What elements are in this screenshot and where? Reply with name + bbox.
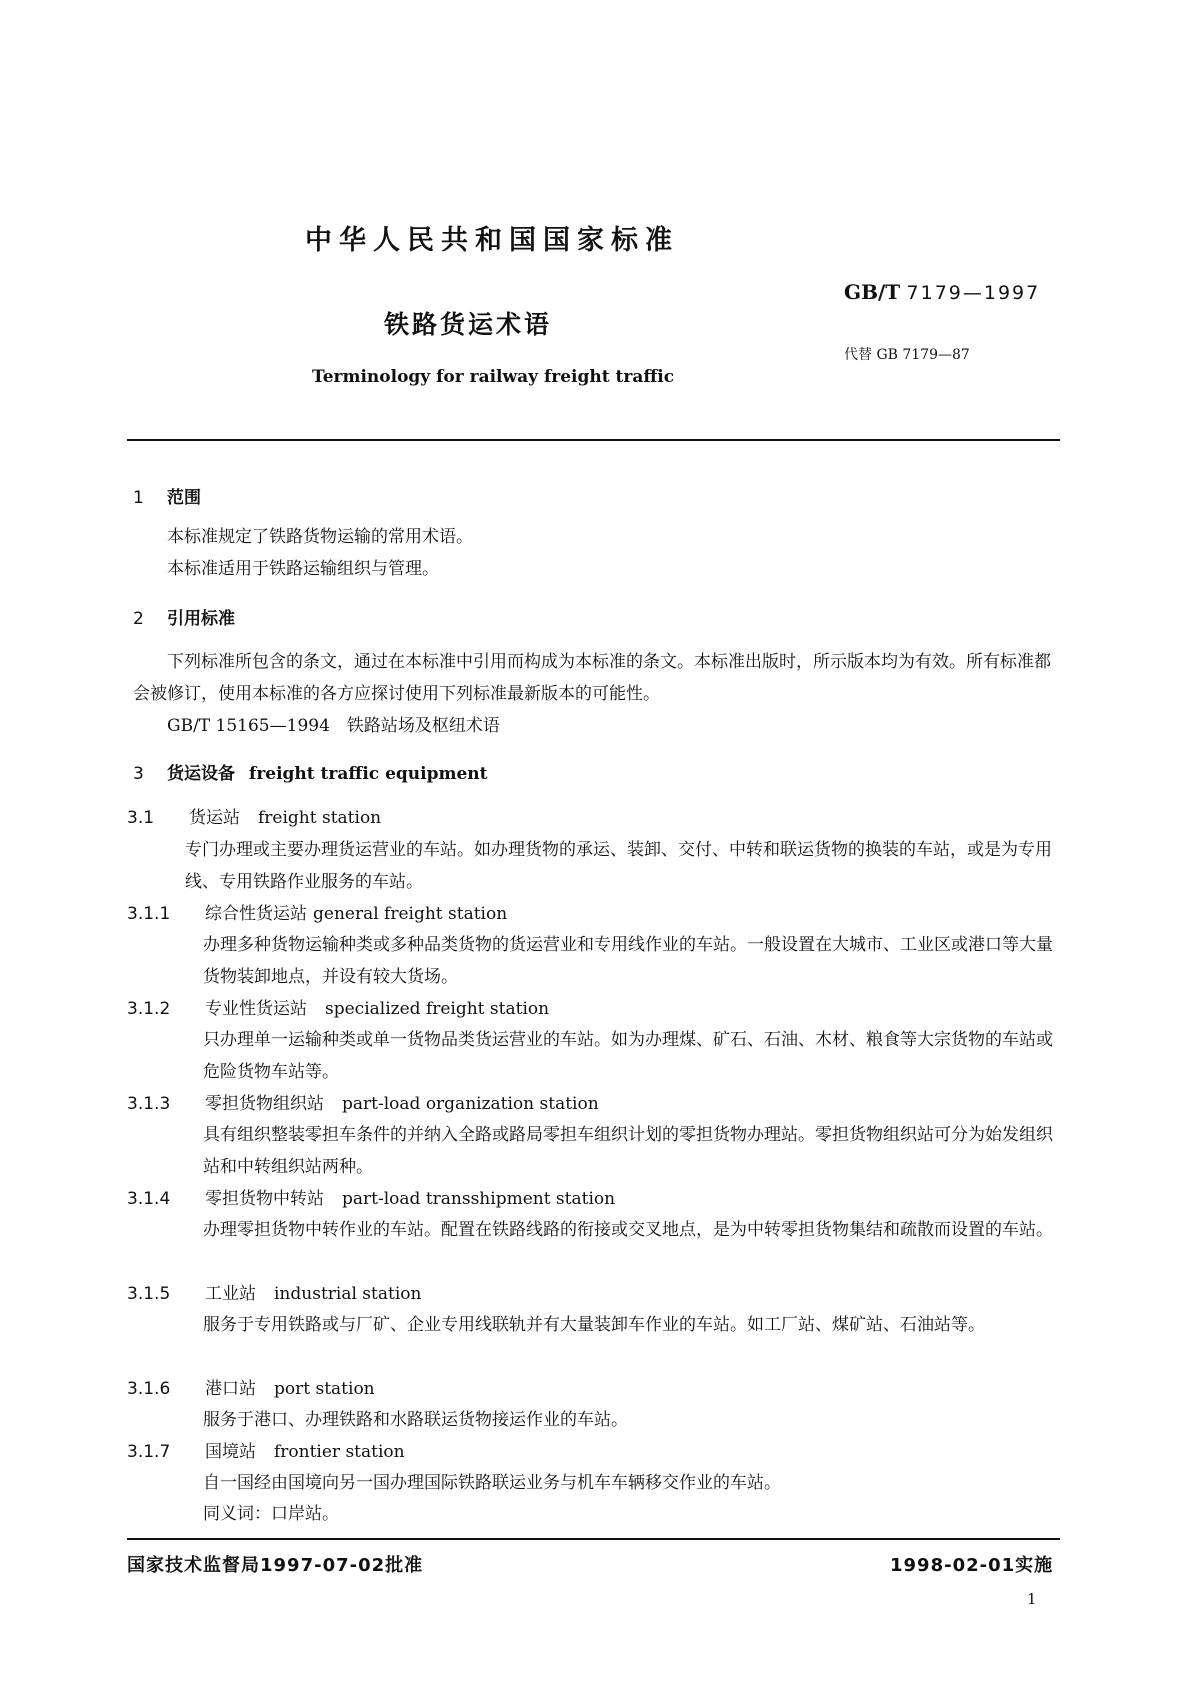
term-english: part-load transshipment station [342, 1189, 616, 1209]
term-chinese: 零担货物组织站 [205, 1094, 324, 1114]
term-number: 3.1.2 [127, 999, 171, 1019]
replaces-note: 代替 GB 7179—87 [844, 347, 970, 363]
term-english: industrial station [274, 1284, 422, 1304]
term-chinese: 零担货物中转站 [205, 1189, 324, 1209]
term-chinese: 货运站 [189, 808, 240, 828]
section-3-heading [133, 759, 488, 784]
term-3-1-2 [127, 994, 549, 1019]
term-number: 3.1.1 [127, 904, 171, 924]
term-chinese: 综合性货运站 [205, 904, 307, 924]
term-english: freight station [258, 808, 382, 828]
term-chinese: 专业性货运站 [205, 999, 307, 1019]
term-3-1 [127, 803, 381, 828]
section-2-paragraph: 下列标准所包含的条文，通过在本标准中引用而构成为本标准的条文。本标准出版时，所示版本均为有效。所有标准都会被修订，使用本标准的各方应探讨使用下列标准最新版本的可能性。 [133, 652, 1051, 704]
term-chinese: 国境站 [205, 1442, 256, 1462]
term-3-1-definition: 专门办理或主要办理货运营业的车站。如办理货物的承运、装卸、交付、中转和联运货物的换装的车站，或是为专用线、专用铁路作业服务的车站。 [185, 840, 1052, 892]
term-3-1-7 [127, 1437, 405, 1462]
term-3-1-3-definition: 具有组织整装零担车条件的并纳入全路或路局零担车组织计划的零担货物办理站。零担货物组织站可分为始发组织站和中转组织站两种。 [203, 1125, 1053, 1177]
term-3-1-4-definition: 办理零担货物中转作业的车站。配置在铁路线路的衔接或交叉地点，是为中转零担货物集结和疏散而设置的车站。 [203, 1220, 1053, 1240]
standard-code [844, 280, 1040, 304]
effective-date: 1998-02-01实施 [890, 1555, 1054, 1576]
term-english: specialized freight station [325, 999, 550, 1019]
term-chinese: 工业站 [205, 1284, 256, 1304]
term-3-1-6 [127, 1374, 375, 1399]
term-number: 3.1 [127, 808, 155, 828]
section-1-line-2: 本标准适用于铁路运输组织与管理。 [167, 559, 439, 579]
document-title-english: Terminology for railway freight traffic [312, 367, 675, 387]
section-number: 2 [133, 609, 144, 629]
standard-number: 7179—1997 [906, 282, 1041, 304]
section-number: 3 [133, 764, 144, 784]
term-english: part-load organization station [342, 1094, 599, 1114]
term-number: 3.1.3 [127, 1094, 171, 1114]
section-2-heading [133, 604, 235, 629]
section-title-english: freight traffic equipment [249, 764, 488, 784]
section-2-reference: GB/T 15165—1994 铁路站场及枢纽术语 [167, 716, 500, 736]
term-number: 3.1.7 [127, 1442, 171, 1462]
term-chinese: 港口站 [205, 1379, 256, 1399]
term-3-1-7-definition: 自一国经由国境向另一国办理国际铁路联运业务与机车车辆移交作业的车站。 [203, 1473, 781, 1493]
section-title: 引用标准 [167, 609, 235, 629]
term-3-1-5 [127, 1279, 421, 1304]
document-title: 铁路货运术语 [384, 310, 553, 339]
term-number: 3.1.5 [127, 1284, 171, 1304]
section-number: 1 [133, 488, 144, 508]
approval-note: 国家技术监督局1997-07-02批准 [127, 1555, 424, 1576]
term-3-1-4 [127, 1184, 615, 1209]
header-divider [127, 439, 1060, 441]
term-3-1-5-definition: 服务于专用铁路或与厂矿、企业专用线联轨并有大量装卸车作业的车站。如工厂站、煤矿站、石油站等。 [203, 1315, 985, 1335]
term-3-1-3 [127, 1089, 599, 1114]
term-english: frontier station [274, 1442, 405, 1462]
section-1-line-1: 本标准规定了铁路货物运输的常用术语。 [167, 527, 473, 547]
term-number: 3.1.4 [127, 1189, 171, 1209]
section-1-heading [133, 483, 201, 508]
term-3-1-6-definition: 服务于港口、办理铁路和水路联运货物接运作业的车站。 [203, 1410, 628, 1430]
term-3-1-2-definition: 只办理单一运输种类或单一货物品类货运营业的车站。如为办理煤、矿石、石油、木材、粮食等大宗货物的车站或危险货物车站等。 [203, 1030, 1053, 1082]
term-3-1-1-definition: 办理多种货物运输种类或多种品类货物的货运营业和专用线作业的车站。一般设置在大城市、工业区或港口等大量货物装卸地点，并设有较大货场。 [203, 935, 1053, 987]
term-english: port station [274, 1379, 375, 1399]
term-number: 3.1.6 [127, 1379, 171, 1399]
term-english: general freight station [313, 904, 508, 924]
section-title: 货运设备 [167, 764, 235, 784]
term-3-1-1 [127, 899, 507, 924]
page-number: 1 [1027, 1590, 1037, 1608]
standard-prefix: GB/T [844, 280, 901, 304]
section-title: 范围 [167, 488, 201, 508]
term-3-1-7-synonym: 同义词：口岸站。 [203, 1504, 339, 1524]
national-standard-heading: 中华人民共和国国家标准 [305, 225, 679, 256]
footer-divider [127, 1538, 1060, 1540]
